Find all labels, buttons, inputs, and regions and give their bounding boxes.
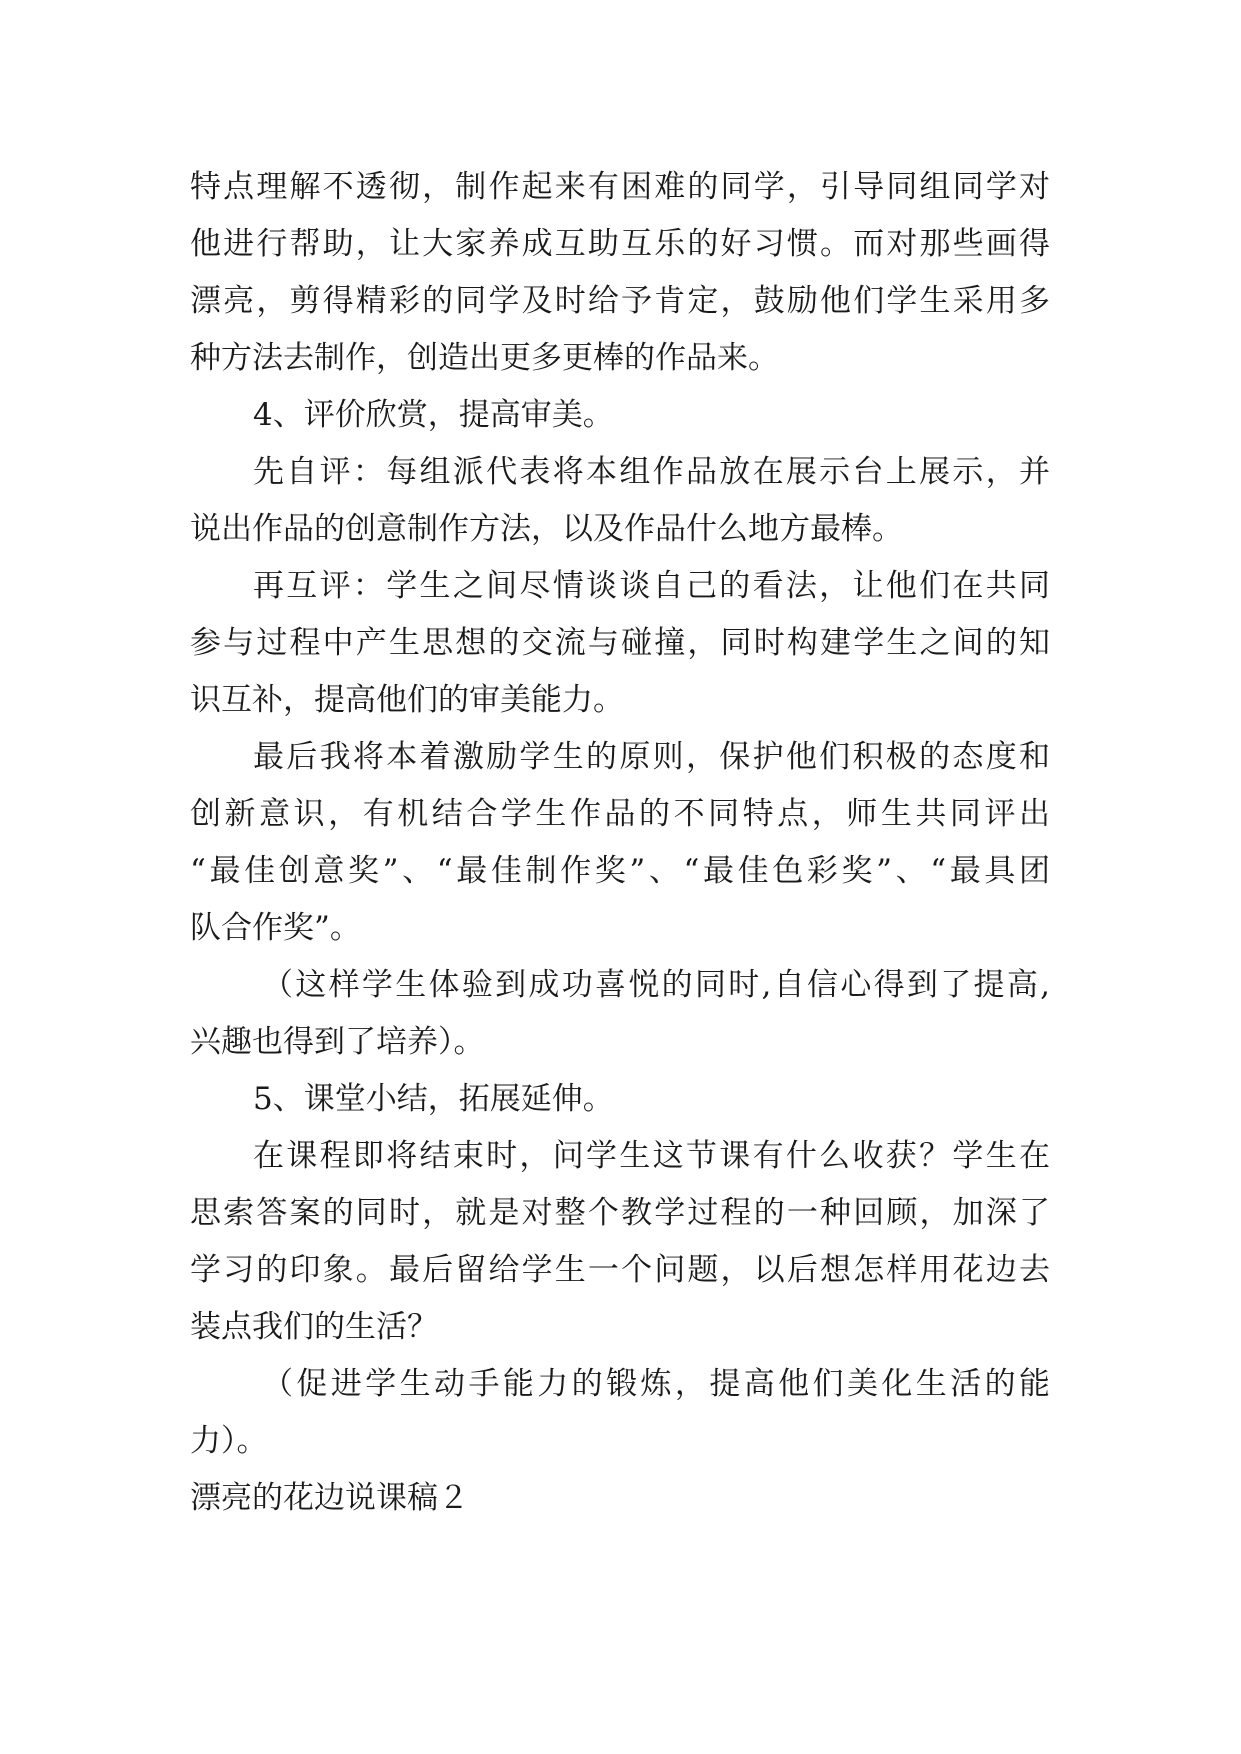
- text-line: 参与过程中产生思想的交流与碰撞，同时构建学生之间的知: [190, 625, 1050, 661]
- text-line: （促进学生动手能力的锻炼，提高他们美化生活的能: [262, 1366, 1050, 1402]
- text-line: 思索答案的同时，就是对整个教学过程的一种回顾，加深了: [190, 1195, 1050, 1231]
- text-line: 漂亮，剪得精彩的同学及时给予肯定，鼓励他们学生采用多: [190, 283, 1050, 319]
- text-line: 在课程即将结束时，问学生这节课有什么收获？学生在: [253, 1138, 1050, 1174]
- text-line: 力）。: [190, 1423, 268, 1459]
- text-line: （这样学生体验到成功喜悦的同时,自信心得到了提高,: [262, 967, 1050, 1003]
- text-line: 队合作奖”。: [190, 910, 361, 946]
- text-line: 创新意识，有机结合学生作品的不同特点，师生共同评出: [190, 796, 1050, 832]
- section-heading: 5、课堂小结，拓展延伸。: [253, 1081, 614, 1117]
- document-title: 漂亮的花边说课稿２: [190, 1480, 469, 1516]
- text-line: 最后我将本着激励学生的原则，保护他们积极的态度和: [253, 739, 1050, 775]
- text-line: 装点我们的生活？: [190, 1309, 438, 1345]
- text-line: 种方法去制作，创造出更多更棒的作品来。: [190, 340, 779, 376]
- text-line: 再互评：学生之间尽情谈谈自己的看法，让他们在共同: [253, 568, 1050, 604]
- text-line: 说出作品的创意制作方法，以及作品什么地方最棒。: [190, 511, 903, 547]
- section-heading: 4、评价欣赏，提高审美。: [253, 397, 614, 433]
- text-line: “最佳创意奖”、“最佳制作奖”、“最佳色彩奖”、“最具团: [190, 853, 1050, 889]
- text-line: 他进行帮助，让大家养成互助互乐的好习惯。而对那些画得: [190, 226, 1050, 262]
- text-line: 学习的印象。最后留给学生一个问题，以后想怎样用花边去: [190, 1252, 1050, 1288]
- text-line: 识互补，提高他们的审美能力。: [190, 682, 624, 718]
- text-line: 先自评：每组派代表将本组作品放在展示台上展示，并: [253, 454, 1050, 490]
- text-line: 兴趣也得到了培养）。: [190, 1024, 485, 1060]
- text-line: 特点理解不透彻，制作起来有困难的同学，引导同组同学对: [190, 169, 1050, 205]
